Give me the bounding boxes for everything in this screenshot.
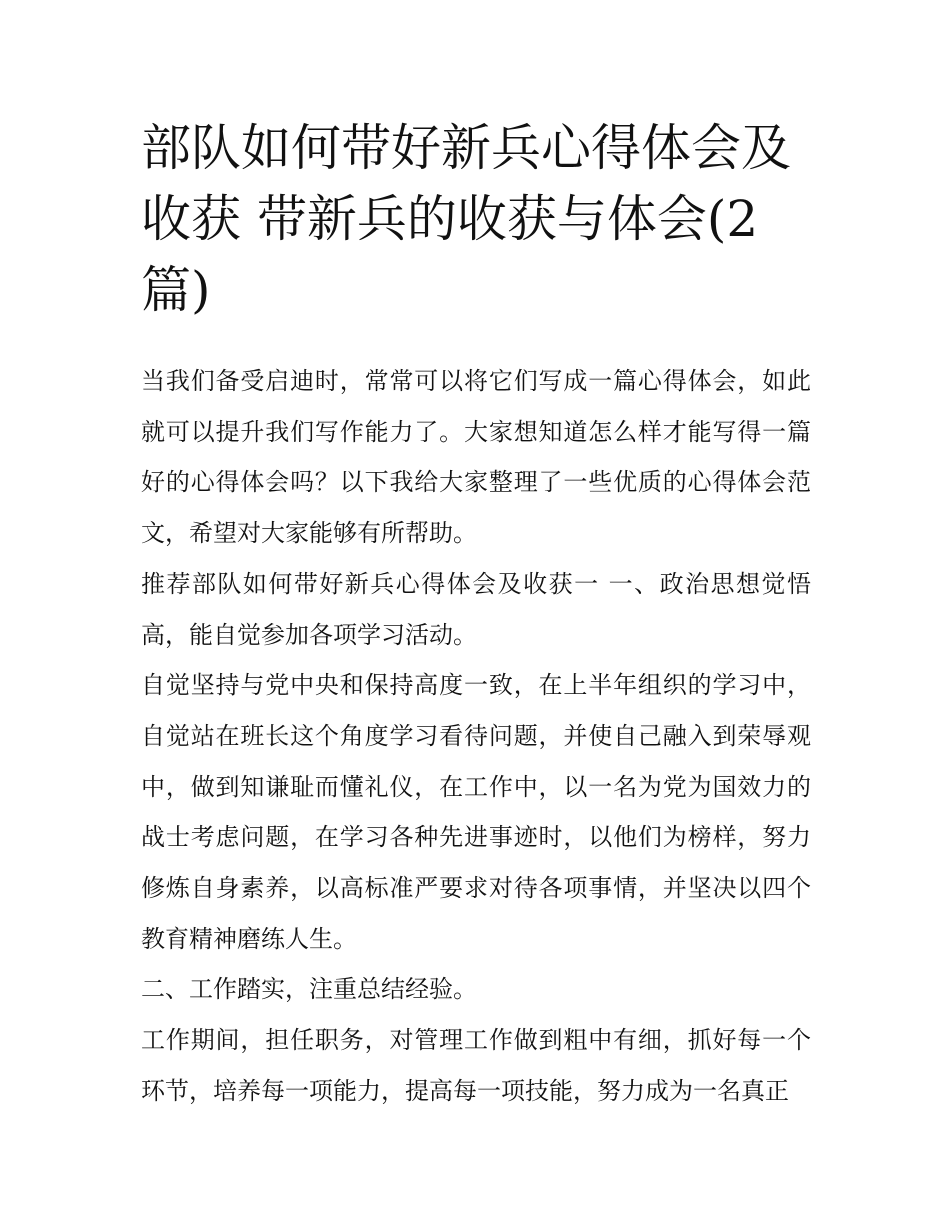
paragraph-section-two-heading: 二、工作踏实，注重总结经验。	[141, 975, 477, 1004]
paragraph-recommend: 推荐部队如何带好新兵心得体会及收获一 一、政治思想觉悟高，能自觉参加各项学习活动。	[141, 569, 811, 649]
paragraph-work: 工作期间，担任职务，对管理工作做到粗中有细，抓好每一个环节，培养每一项能力，提高每一项技能，努力成为一名真正	[141, 1026, 811, 1105]
paragraph-intro: 当我们备受启迪时，常常可以将它们写成一篇心得体会，如此就可以提升我们写作能力了。大家想知道怎么样才能写得一篇好的心得体会吗？以下我给大家整理了一些优质的心得体会范文，希望对大家能够有所帮助。	[141, 367, 811, 548]
document-title: 部队如何带好新兵心得体会及收获 带新兵的收获与体会(2篇)	[141, 119, 791, 319]
document-body	[141, 356, 811, 1117]
paragraph-political: 自觉坚持与党中央和保持高度一致，在上半年组织的学习中，自觉站在班长这个角度学习看待问题，并使自己融入到荣辱观中，做到知谦耻而懂礼仪，在工作中，以一名为党为国效力的战士考虑问题，在学习各种先进事迹时，以他们为榜样，努力修炼自身素养，以高标准严要求对待各项事情，并坚决以四个教育精神磨练人生。	[141, 671, 811, 953]
